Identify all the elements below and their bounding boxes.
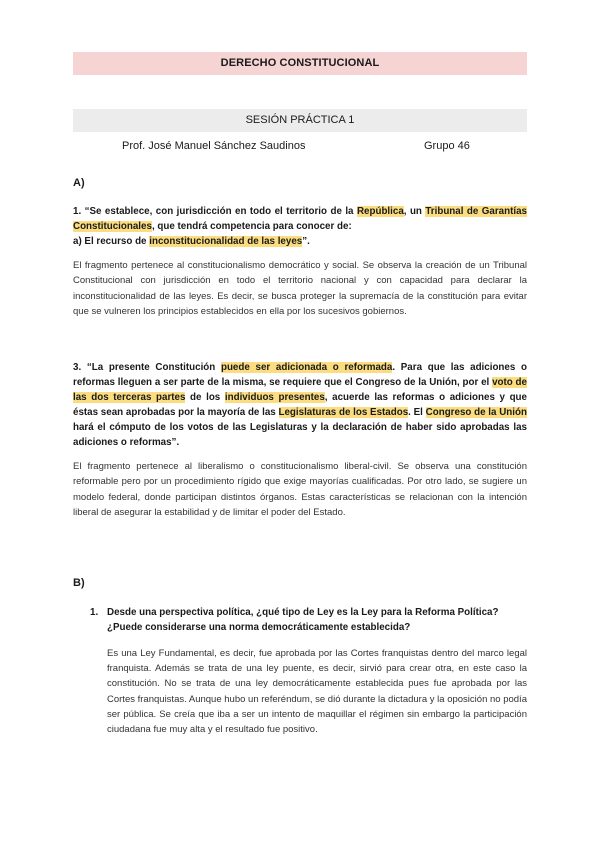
list-number: 1. [90, 607, 99, 618]
answer-3: El fragmento pertenece al liberalismo o constitucionalismo liberal-civil. Se observa una constitución reformable pero por un procedimiento rígido que exige mayorías cualificadas. Por otro lado, se sugiere un modelo federal, donde participan distintos órganos. Estas características se relacionan con la intención liberal de asegurar la estabilidad y de limitar el poder del Estado. [73, 461, 527, 518]
document-title: DERECHO CONSTITUCIONAL [73, 52, 527, 75]
highlight: individuos presentes [224, 392, 325, 403]
highlight: puede ser adicionada o reformada [220, 362, 393, 373]
highlight: Congreso de la Unión [425, 407, 527, 418]
session-title: SESIÓN PRÁCTICA 1 [73, 109, 527, 132]
highlight: inconstitucionalidad de las leyes [149, 236, 303, 247]
section-a-heading: A) [73, 177, 85, 189]
professor-line [0, 138, 600, 154]
section-b-heading: B) [73, 577, 85, 589]
highlight: voto de las dos terceras partes [73, 377, 527, 403]
b-question-text: Desde una perspectiva política, ¿qué tipo de Ley es la Ley para la Reforma Política? ¿Puede considerarse una norma democráticamente establecida? [107, 607, 499, 633]
highlight: Legislaturas de los Estados [278, 407, 409, 418]
question-3: 3. “La presente Constitución puede ser adicionada o reformada. Para que las adiciones o reformas lleguen a ser parte de la misma, se requiere que el Congreso de la Unión, por el voto de las dos terceras partes de los individuos presentes, acuerde las reformas o adiciones y que éstas sean aprobadas por la mayoría de las Legislaturas de los Estados. El Congreso de la Unión hará el cómputo de los votos de las Legislaturas y la declaración de haber sido aprobadas las adiciones o reformas”. [73, 362, 527, 448]
group-label: Grupo 46 [424, 140, 470, 152]
answer-1: El fragmento pertenece al constitucionalismo democrático y social. Se observa la creación de un Tribunal Constitucional con jurisdicción en todo el territorio nacional y con capacidad para declarar la inconstitucionalidad de las leyes. Es decir, se busca proteger la supremacía de la constitución para evitar que se vulneren los principios establecidos en ella por los sucesivos gobiernos. [73, 260, 527, 317]
highlight: Tribunal de Garantías Constitucionales [73, 206, 527, 232]
professor-name: Prof. José Manuel Sánchez Saudinos [122, 140, 306, 152]
highlight: República [356, 206, 404, 217]
b-answer-1: Es una Ley Fundamental, es decir, fue aprobada por las Cortes franquistas dentro del marco legal franquista. Además se trata de una ley puente, es decir, sirvió para crear otra, en este caso la constitución. No se trata de una ley democráticamente establecida pues fue aprobada por las Cortes franquistas. Aunque hubo un referéndum, se dió durante la dictadura y la oposición no podía ser pública. Se creía que iba a ser un intento de maquillar el régimen sin embargo la participación ciudadana fue muy alta y el resultado fue positivo. [107, 648, 527, 736]
question-1: 1. “Se establece, con jurisdicción en todo el territorio de la República, un Tribunal de Garantías Constitucionales, que tendrá competencia para conocer de: a) El recurso de inconstitucionalidad de las leyes”. [73, 206, 527, 247]
